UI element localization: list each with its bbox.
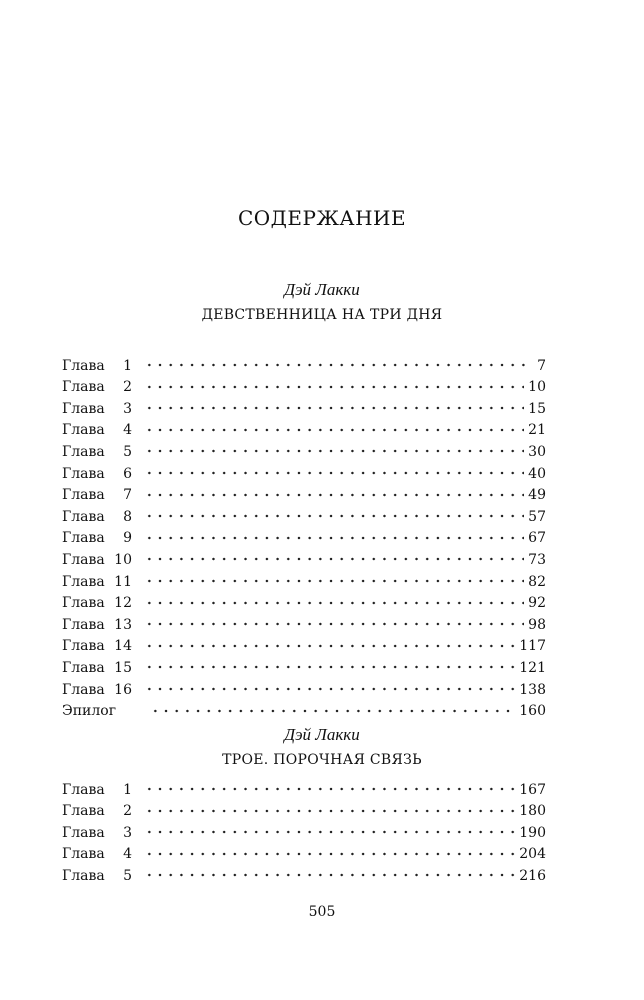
entry-label: Глава — [62, 781, 105, 798]
section-2-author: Дэй Лакки — [284, 725, 360, 744]
entry-page: 57 — [528, 508, 546, 525]
entry-number: 4 — [123, 846, 132, 863]
dot-leader — [144, 586, 524, 608]
entry-label: Глава — [62, 681, 105, 698]
toc-entry — [62, 564, 546, 590]
toc-entry — [62, 542, 546, 568]
entry-label: Глава — [62, 487, 105, 504]
entry-number: 5 — [123, 867, 132, 884]
entry-page: 98 — [528, 616, 546, 633]
entry-number: 10 — [114, 551, 132, 568]
dot-leader — [144, 815, 515, 837]
toc-entry — [62, 521, 546, 547]
entry-label: Глава — [62, 443, 105, 460]
entry-number: 14 — [114, 638, 132, 655]
entry-page: 167 — [519, 781, 546, 798]
toc-entry — [62, 586, 546, 612]
toc-entry — [62, 794, 546, 820]
toc-entry — [62, 348, 546, 374]
entry-page: 73 — [528, 551, 546, 568]
toc-entry — [62, 456, 546, 482]
dot-leader — [144, 772, 515, 794]
entry-page: 21 — [528, 422, 546, 439]
entry-label: Глава — [62, 824, 105, 841]
toc-entry — [62, 499, 546, 525]
toc-entry-epilogue — [62, 694, 546, 720]
dot-leader — [144, 650, 515, 672]
entry-number: 16 — [114, 681, 132, 698]
entry-number: 2 — [123, 803, 132, 820]
entry-number: 1 — [123, 357, 132, 374]
entry-number: 15 — [114, 659, 132, 676]
entry-page: 7 — [537, 357, 546, 374]
entry-number: 3 — [123, 400, 132, 417]
entry-number: 13 — [114, 616, 132, 633]
entry-label: Глава — [62, 551, 105, 568]
toc-entry — [62, 629, 546, 655]
entry-page: 204 — [519, 846, 546, 863]
entry-label: Глава — [62, 659, 105, 676]
entry-page: 15 — [528, 400, 546, 417]
section-2-work-title: ТРОЕ. ПОРОЧНАЯ СВЯЗЬ — [222, 752, 422, 768]
entry-number: 8 — [123, 508, 132, 525]
entry-label: Глава — [62, 573, 105, 590]
dot-leader — [144, 456, 524, 478]
entry-label: Глава — [62, 508, 105, 525]
toc-entry — [62, 434, 546, 460]
section-1-author: Дэй Лакки — [284, 280, 360, 299]
entry-page: 67 — [528, 530, 546, 547]
dot-leader — [144, 607, 524, 629]
dot-leader — [144, 672, 515, 694]
dot-leader — [144, 348, 532, 370]
dot-leader — [144, 434, 524, 456]
dot-leader — [144, 794, 515, 816]
entry-label: Глава — [62, 616, 105, 633]
toc-entry — [62, 607, 546, 633]
dot-leader — [144, 391, 524, 413]
entry-label: Глава — [62, 422, 105, 439]
entry-page: 138 — [519, 681, 546, 698]
dot-leader — [144, 413, 524, 435]
toc-title: СОДЕРЖАНИЕ — [237, 206, 407, 230]
dot-leader — [144, 521, 524, 543]
entry-label: Глава — [62, 530, 105, 547]
entry-number: 9 — [123, 530, 132, 547]
toc-entry — [62, 370, 546, 396]
entry-page: 49 — [528, 487, 546, 504]
entry-label: Глава — [62, 465, 105, 482]
entry-page: 216 — [519, 867, 546, 884]
dot-leader — [144, 542, 524, 564]
section-1-work-title: ДЕВСТВЕННИЦА НА ТРИ ДНЯ — [201, 307, 443, 323]
entry-page: 10 — [528, 379, 546, 396]
entry-label: Глава — [62, 803, 105, 820]
dot-leader — [150, 694, 515, 716]
entry-page: 82 — [528, 573, 546, 590]
entry-number: 7 — [123, 487, 132, 504]
entry-page: 190 — [519, 824, 546, 841]
toc-entry — [62, 672, 546, 698]
toc-entry — [62, 413, 546, 439]
entry-page: 30 — [528, 443, 546, 460]
entry-number: 5 — [123, 443, 132, 460]
toc-entry — [62, 815, 546, 841]
entry-label: Глава — [62, 357, 105, 374]
epilogue-page: 160 — [519, 703, 546, 720]
page-number: 505 — [308, 904, 336, 920]
entry-label: Глава — [62, 379, 105, 396]
dot-leader — [144, 837, 515, 859]
entry-label: Глава — [62, 595, 105, 612]
epilogue-label: Эпилог — [62, 703, 117, 720]
toc-entry — [62, 858, 546, 884]
dot-leader — [144, 858, 515, 880]
entry-page: 40 — [528, 465, 546, 482]
entry-number: 6 — [123, 465, 132, 482]
toc-entry — [62, 391, 546, 417]
entry-number: 12 — [114, 595, 132, 612]
entry-page: 180 — [519, 803, 546, 820]
entry-label: Глава — [62, 846, 105, 863]
entry-page: 92 — [528, 595, 546, 612]
entry-number: 4 — [123, 422, 132, 439]
toc-entry — [62, 772, 546, 798]
entry-label: Глава — [62, 400, 105, 417]
entry-label: Глава — [62, 638, 105, 655]
toc-entry — [62, 650, 546, 676]
entry-number: 2 — [123, 379, 132, 396]
toc-entry — [62, 837, 546, 863]
dot-leader — [144, 499, 524, 521]
entry-page: 121 — [519, 659, 546, 676]
dot-leader — [144, 629, 515, 651]
dot-leader — [144, 478, 524, 500]
dot-leader — [144, 370, 524, 392]
entry-number: 3 — [123, 824, 132, 841]
entry-number: 11 — [114, 573, 132, 590]
entry-number: 1 — [123, 781, 132, 798]
entry-label: Глава — [62, 867, 105, 884]
toc-entry — [62, 478, 546, 504]
entry-page: 117 — [519, 638, 546, 655]
dot-leader — [144, 564, 524, 586]
